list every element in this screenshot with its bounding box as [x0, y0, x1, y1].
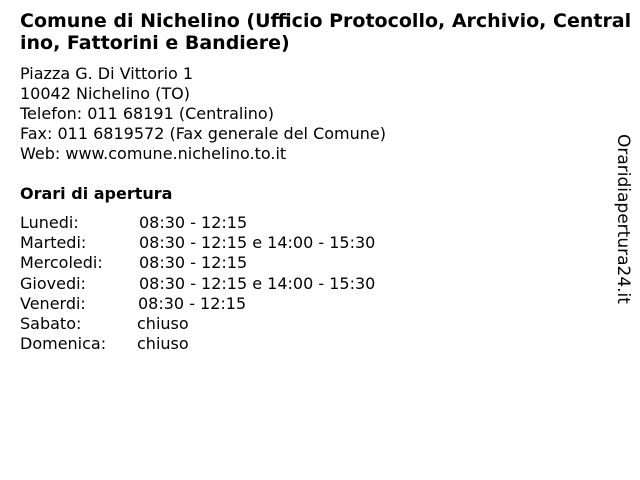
day-label: Martedi: — [20, 233, 87, 253]
time-value: 08:30 - 12:15 — [138, 293, 247, 313]
day-label: Domenica: — [20, 334, 107, 354]
time-value: chiuso — [137, 314, 189, 334]
opening-hours-table — [20, 213, 375, 354]
hours-row-sunday — [20, 334, 375, 354]
hours-row-tuesday — [20, 233, 375, 253]
opening-hours-heading: Orari di apertura — [20, 184, 173, 203]
time-value: 08:30 - 12:15 e 14:00 - 15:30 — [139, 273, 376, 293]
phone-number: Telefon: 011 68191 (Centralino) — [20, 104, 274, 123]
website-link[interactable]: Web: www.comune.nichelino.to.it — [20, 144, 287, 163]
day-label: Mercoledi: — [20, 253, 103, 273]
hours-row-friday — [20, 294, 375, 314]
watermark-text: Oraridiapertura24.it — [613, 134, 633, 304]
hours-row-monday — [20, 213, 375, 233]
day-label: Giovedi: — [20, 273, 86, 293]
address-block — [20, 64, 386, 164]
time-value: 08:30 - 12:15 — [139, 213, 248, 232]
day-label: Venerdi: — [20, 293, 86, 313]
hours-row-thursday — [20, 274, 375, 294]
day-label: Lunedi: — [20, 213, 79, 232]
hours-row-saturday — [20, 314, 375, 334]
time-value: 08:30 - 12:15 e 14:00 - 15:30 — [139, 233, 376, 253]
day-label: Sabato: — [20, 314, 82, 334]
watermark — [608, 134, 638, 314]
fax-number: Fax: 011 6819572 (Fax generale del Comune) — [20, 124, 386, 143]
time-value: 08:30 - 12:15 — [139, 253, 248, 273]
street-address: Piazza G. Di Vittorio 1 — [20, 64, 194, 83]
city-address: 10042 Nichelino (TO) — [20, 84, 190, 103]
hours-row-wednesday — [20, 253, 375, 273]
page-title: Comune di Nichelino (Ufficio Protocollo, Archivio, Centralino, Fattorini e Bandiere) — [20, 10, 632, 54]
time-value: chiuso — [137, 334, 189, 354]
